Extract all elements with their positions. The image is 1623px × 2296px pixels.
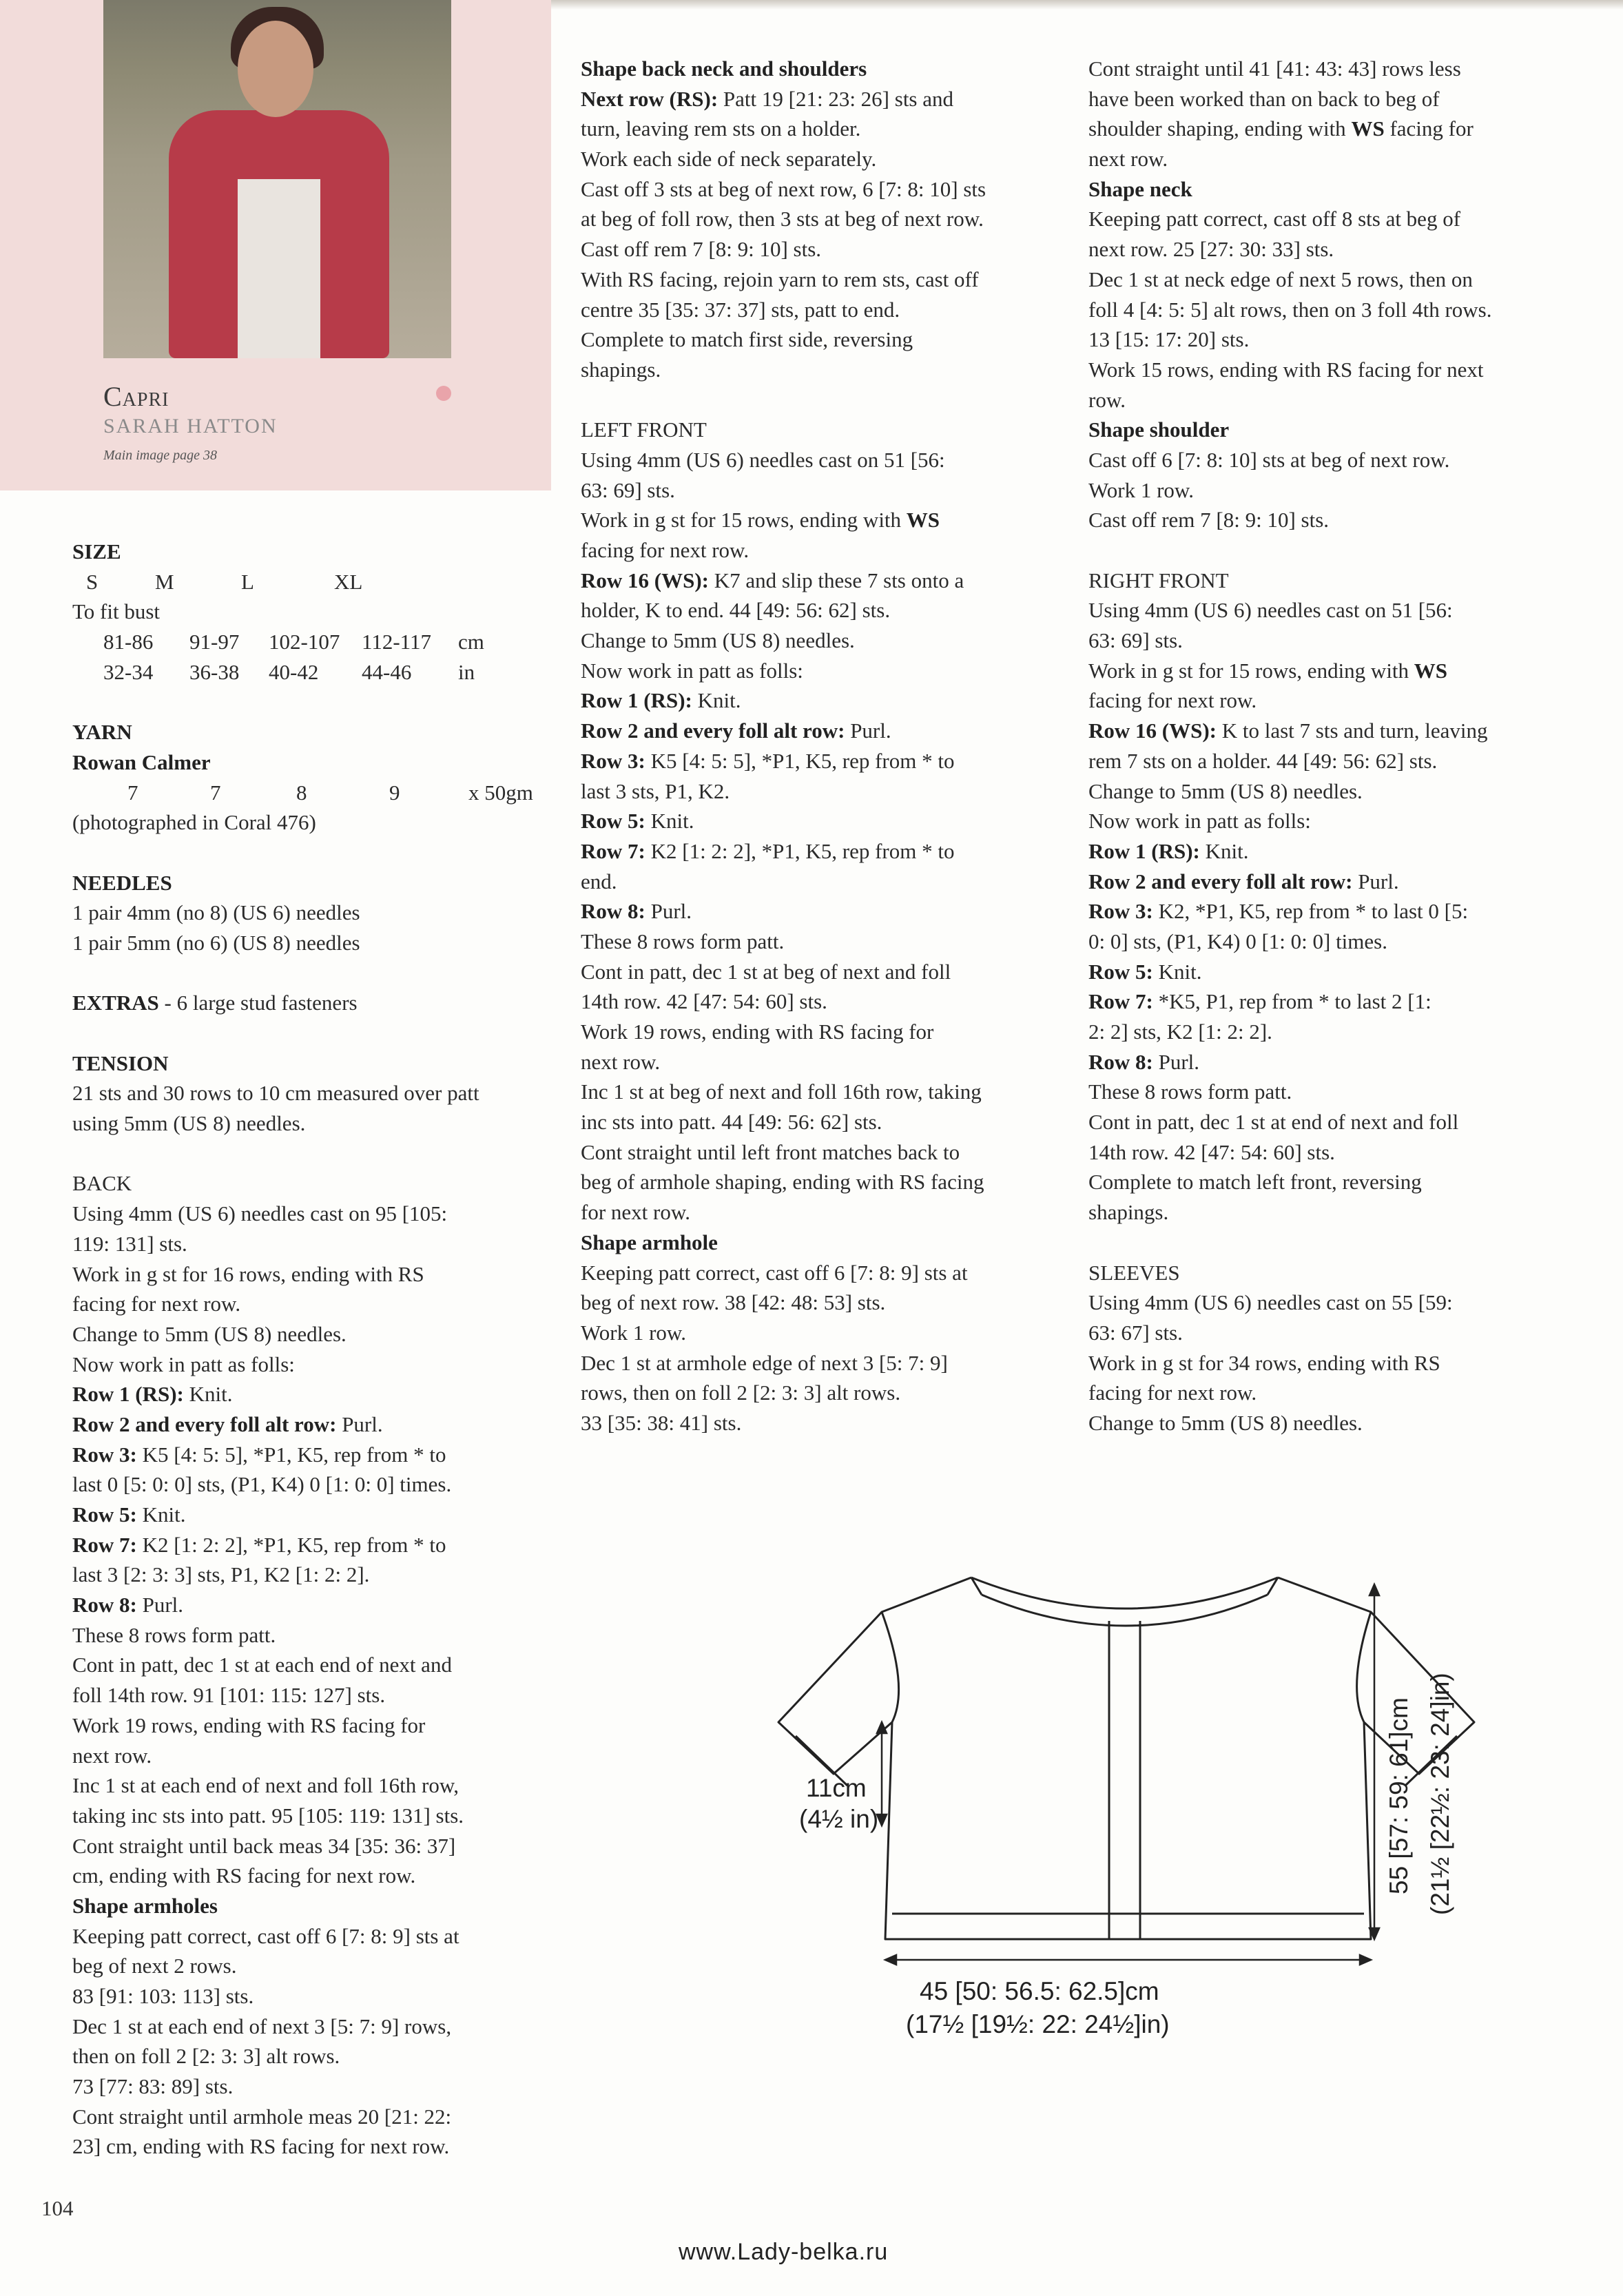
cm-s: 81-86 [103, 630, 154, 654]
row-label: Row 8: [72, 1593, 137, 1617]
model-photo [103, 0, 451, 358]
ws-label: WS [1414, 658, 1448, 683]
shape-armhole-heading: Shape armhole [581, 1230, 718, 1254]
back-line: Using 4mm (US 6) needles cast on 95 [105: [72, 1201, 448, 1226]
shape-neck-heading: Shape neck [1088, 176, 1192, 201]
row-label: Row 5: [72, 1502, 137, 1527]
text-line: 63: 69] sts. [1088, 628, 1183, 653]
rf-row-2 [1088, 867, 1584, 897]
rf-row-3-cont: 0: 0] sts, (P1, K4) 0 [1: 0: 0] times. [1088, 929, 1387, 953]
text-line: Dec 1 st at neck edge of next 5 rows, then on [1088, 267, 1473, 291]
row-label: Row 3: [581, 748, 645, 773]
pattern-author: SARAH HATTON [103, 415, 278, 437]
width-in-label: (17½ [19½: 22: 24½]in) [906, 2010, 1170, 2038]
row-text: Knit. [136, 1502, 186, 1527]
back-line: Change to 5mm (US 8) needles. [72, 1321, 347, 1346]
back-row-3-cont: last 0 [5: 0: 0] sts, (P1, K4) 0 [1: 0: 0] times. [72, 1472, 452, 1497]
text-line: Change to 5mm (US 8) needles. [581, 628, 855, 653]
left-front-heading: LEFT FRONT [581, 417, 707, 442]
next-row [581, 84, 1063, 114]
rf-row-7 [1088, 986, 1584, 1017]
row-text: K to last 7 sts and turn, leaving [1217, 718, 1488, 743]
text-line: next row. 25 [27: 30: 33] sts. [1088, 237, 1334, 262]
text-line: at beg of foll row, then 3 sts at beg of next row. [581, 207, 984, 231]
text-line: facing for next row. [1088, 1380, 1257, 1405]
text-line: These 8 rows form patt. [581, 929, 785, 953]
rf-row-7-cont: 2: 2] sts, K2 [1: 2: 2]. [1088, 1020, 1272, 1044]
text-line: 63: 67] sts. [1088, 1320, 1183, 1345]
rf-row-5 [1088, 957, 1584, 987]
text-line: Using 4mm (US 6) needles cast on 51 [56: [1088, 598, 1453, 623]
text-line: Cast off rem 7 [8: 9: 10] sts. [581, 237, 822, 262]
armholes-line: Keeping patt correct, cast off 6 [7: 8: 9] sts at [72, 1923, 459, 1948]
yarn-unit: x 50gm [468, 780, 533, 805]
head-shape [238, 21, 313, 117]
back-line: Cont straight until back meas 34 [35: 36: 37] [72, 1833, 456, 1858]
row-label: Row 5: [581, 809, 645, 834]
right-front-heading: RIGHT FRONT [1088, 568, 1229, 592]
back-line: Work 19 rows, ending with RS facing for [72, 1713, 426, 1737]
size-m: M [155, 569, 174, 594]
yarn-l: 8 [296, 780, 307, 805]
text-line: 13 [15: 17: 20] sts. [1088, 327, 1250, 352]
text-line: 14th row. 42 [47: 54: 60] sts. [1088, 1139, 1335, 1164]
row-label: Row 3: [1088, 899, 1153, 924]
in-xl: 44-46 [362, 659, 412, 684]
text-line: Cast off rem 7 [8: 9: 10] sts. [1088, 508, 1330, 532]
gst-text: Work in g st for 15 rows, ending with [1088, 658, 1414, 683]
ws-label: WS [906, 508, 940, 532]
back-row-7-cont: last 3 [2: 3: 3] sts, P1, K2 [1: 2: 2]. [72, 1562, 370, 1587]
back-row-5 [72, 1500, 568, 1530]
row-text: K2 [1: 2: 2], *P1, K5, rep from * to [645, 838, 955, 863]
text-line: rem 7 sts on a holder. 44 [49: 56: 62] sts. [1088, 748, 1438, 773]
text-line: Work 15 rows, ending with RS facing for next [1088, 357, 1484, 382]
text-line: have been worked than on back to beg of [1088, 86, 1440, 111]
row-text: K7 and slip these 7 sts onto a [709, 568, 964, 592]
text-line: next row. [1088, 147, 1168, 172]
shirt-shape [238, 179, 320, 358]
yarn-amount-row [72, 778, 568, 808]
row-16 [1088, 716, 1584, 746]
text-line: rows, then on foll 2 [2: 3: 3] alt rows. [581, 1380, 901, 1405]
text-line: Inc 1 st at beg of next and foll 16th row, taking [581, 1079, 982, 1104]
shape-shoulder-heading: Shape shoulder [1088, 417, 1230, 442]
text-line: Cont straight until 41 [41: 43: 43] rows less [1088, 56, 1461, 81]
row-text: Purl. [645, 899, 692, 924]
text-line: 63: 69] sts. [581, 477, 675, 502]
row-text: K5 [4: 5: 5], *P1, K5, rep from * to [645, 748, 955, 773]
sleeves-heading: SLEEVES [1088, 1260, 1180, 1285]
text-line: beg of armhole shaping, ending with RS facing [581, 1170, 984, 1194]
in-m: 36-38 [189, 659, 240, 684]
length-cm-label: 55 [57: 59: 61]cm [1385, 1697, 1413, 1894]
text-line: Cont straight until left front matches back to [581, 1139, 960, 1164]
row-label: Row 1 (RS): [1088, 838, 1200, 863]
text-line: foll 4 [4: 5: 5] alt rows, then on 3 foll 4th rows. [1088, 297, 1492, 322]
armholes-line: beg of next 2 rows. [72, 1954, 237, 1978]
text-line: Work each side of neck separately. [581, 147, 877, 172]
row-text: Patt 19 [21: 23: 26] sts and [718, 86, 954, 111]
text-line: inc sts into patt. 44 [49: 56: 62] sts. [581, 1110, 882, 1135]
column-2 [581, 54, 1063, 1438]
gst-line [1088, 656, 1584, 686]
lf-row-3 [581, 746, 1063, 776]
size-l: L [241, 569, 254, 594]
text-line: Complete to match left front, reversing [1088, 1170, 1422, 1194]
row-text: Knit. [1199, 838, 1249, 863]
armholes-line: 23] cm, ending with RS facing for next row. [72, 2134, 450, 2159]
armholes-line: 83 [91: 103: 113] sts. [72, 1984, 254, 2008]
tension-line-1: 21 sts and 30 rows to 10 cm measured over patt [72, 1081, 479, 1106]
back-line: facing for next row. [72, 1292, 241, 1316]
image-reference: Main image page 38 [103, 448, 217, 463]
text-line: Change to 5mm (US 8) needles. [1088, 1410, 1363, 1435]
cm-unit: cm [458, 630, 484, 654]
size-in-row [72, 657, 568, 687]
in-s: 32-34 [103, 659, 154, 684]
row-label: Row 5: [1088, 959, 1153, 984]
photo-panel [0, 0, 551, 490]
row-label: Row 3: [72, 1442, 137, 1467]
rf-row-1 [1088, 836, 1584, 867]
text-line: Cast off 3 sts at beg of next row, 6 [7: 8: 10] sts [581, 176, 986, 201]
row-label: Row 2 and every foll alt row: [72, 1411, 337, 1436]
gst-line-2: facing for next row. [581, 538, 750, 562]
tension-heading: TENSION [72, 1051, 169, 1075]
back-row-7 [72, 1530, 568, 1560]
lf-row-8 [581, 896, 1063, 927]
tension-line-2: using 5mm (US 8) needles. [72, 1111, 306, 1136]
lf-row-1 [581, 685, 1063, 716]
garment-schematic [723, 1564, 1495, 2073]
lf-row-2 [581, 716, 1063, 746]
text-line: Cast off 6 [7: 8: 10] sts at beg of next row. [1088, 447, 1450, 472]
armholes-line: 73 [77: 83: 89] sts. [72, 2074, 234, 2099]
needles-line-1: 1 pair 4mm (no 8) (US 6) needles [72, 900, 360, 925]
text-line: turn, leaving rem sts on a holder. [581, 116, 861, 141]
ws-line [1088, 114, 1584, 144]
back-row-2 [72, 1409, 568, 1440]
in-l: 40-42 [269, 659, 319, 684]
row-text: Purl. [336, 1411, 383, 1436]
lf-row-7-cont: end. [581, 869, 617, 893]
row-text: Knit. [1152, 959, 1202, 984]
row-text: Purl. [1152, 1049, 1200, 1074]
extras-text: - 6 large stud fasteners [158, 991, 358, 1015]
pink-dot-icon [436, 386, 451, 401]
yarn-name: Rowan Calmer [72, 749, 211, 774]
row-text: K2 [1: 2: 2], *P1, K5, rep from * to [136, 1532, 446, 1557]
back-line: These 8 rows form patt. [72, 1622, 276, 1647]
text-line: Work 19 rows, ending with RS facing for [581, 1020, 934, 1044]
back-line: 119: 131] sts. [72, 1231, 187, 1256]
back-row-1 [72, 1379, 568, 1409]
row-text: K5 [4: 5: 5], *P1, K5, rep from * to [136, 1442, 446, 1467]
text-line: With RS facing, rejoin yarn to rem sts, cast off [581, 267, 979, 291]
text-line: Work 1 row. [1088, 477, 1195, 502]
back-line: Cont in patt, dec 1 st at each end of next and [72, 1653, 452, 1677]
back-line: next row. [72, 1743, 152, 1768]
row-label: Row 7: [72, 1532, 137, 1557]
text-line: for next row. [581, 1200, 690, 1225]
size-heading: SIZE [72, 539, 121, 563]
text-line: Using 4mm (US 6) needles cast on 55 [59: [1088, 1290, 1453, 1315]
cm-l: 102-107 [269, 630, 340, 654]
row-label: Row 1 (RS): [581, 688, 692, 713]
yarn-photographed: (photographed in Coral 476) [72, 810, 316, 835]
text-line: 33 [35: 38: 41] sts. [581, 1410, 742, 1435]
text-line: Now work in patt as folls: [1088, 809, 1311, 834]
row-text: Purl. [136, 1593, 184, 1617]
row-label: Next row (RS): [581, 86, 719, 111]
column-1 [72, 537, 568, 2162]
shape-back-neck-heading: Shape back neck and shoulders [581, 56, 867, 81]
back-line: Work in g st for 16 rows, ending with RS [72, 1261, 424, 1286]
row-text: Purl. [845, 718, 891, 743]
text-line: Cont in patt, dec 1 st at beg of next and foll [581, 959, 951, 984]
lf-row-3-cont: last 3 sts, P1, K2. [581, 778, 730, 803]
back-line: cm, ending with RS facing for next row. [72, 1863, 416, 1888]
back-line: foll 14th row. 91 [101: 115: 127] sts. [72, 1683, 386, 1708]
text-line: Work 1 row. [581, 1320, 687, 1345]
cm-m: 91-97 [189, 630, 240, 654]
row-label: Row 16 (WS): [581, 568, 709, 592]
size-cm-row [72, 627, 568, 657]
text-line: shapings. [581, 357, 661, 382]
gst-line-2: facing for next row. [1088, 688, 1257, 713]
back-heading: BACK [72, 1171, 132, 1196]
back-line: Now work in patt as folls: [72, 1352, 295, 1376]
lf-row-7 [581, 836, 1063, 867]
back-row-8 [72, 1590, 568, 1620]
armholes-line: then on foll 2 [2: 3: 3] alt rows. [72, 2044, 340, 2069]
text-line: beg of next row. 38 [42: 48: 53] sts. [581, 1290, 886, 1315]
text-line: Keeping patt correct, cast off 8 sts at beg of [1088, 207, 1461, 231]
text-line: These 8 rows form patt. [1088, 1079, 1292, 1104]
column-3 [1088, 54, 1584, 1438]
row-label: Row 8: [581, 899, 645, 924]
text-line: Dec 1 st at armhole edge of next 3 [5: 7: 9] [581, 1350, 948, 1375]
rf-row-8 [1088, 1047, 1584, 1077]
yarn-heading: YARN [72, 720, 132, 745]
text-line: next row. [581, 1049, 661, 1074]
row-text: *K5, P1, rep from * to last 2 [1: [1152, 989, 1431, 1014]
to-fit-bust: To fit bust [72, 599, 160, 624]
text-line: 14th row. 42 [47: 54: 60] sts. [581, 989, 827, 1014]
row-label: Row 8: [1088, 1049, 1153, 1074]
back-line: Inc 1 st at each end of next and foll 16th row, [72, 1773, 459, 1798]
row-label: Row 2 and every foll alt row: [1088, 869, 1353, 893]
back-line: taking inc sts into patt. 95 [105: 119: 131] sts. [72, 1803, 464, 1828]
length-in-label: (21½ [22½: 23: 24]in) [1426, 1673, 1454, 1915]
yarn-s: 7 [127, 780, 138, 805]
page-number: 104 [41, 2196, 74, 2220]
cm-xl: 112-117 [362, 630, 432, 654]
text-line: Cont in patt, dec 1 st at end of next and foll [1088, 1110, 1459, 1135]
row-label: Row 1 (RS): [72, 1382, 184, 1407]
row-text: Knit. [183, 1382, 233, 1407]
yarn-m: 7 [210, 780, 221, 805]
needles-line-2: 1 pair 5mm (no 6) (US 8) needles [72, 930, 360, 955]
gst-line [581, 505, 1063, 535]
back-row-3 [72, 1440, 568, 1470]
ws-text: shoulder shaping, ending with [1088, 116, 1352, 141]
ws-text-2: facing for [1384, 116, 1474, 141]
width-cm-label: 45 [50: 56.5: 62.5]cm [920, 1977, 1159, 2005]
row-label: Row 7: [581, 838, 645, 863]
row-text: Knit. [692, 688, 741, 713]
row-label: Row 16 (WS): [1088, 718, 1217, 743]
lf-row-5 [581, 806, 1063, 836]
size-labels-row [72, 567, 568, 597]
armhole-cm-label: 11cm [806, 1774, 867, 1802]
needles-heading: NEEDLES [72, 870, 172, 895]
text-line: centre 35 [35: 37: 37] sts, patt to end. [581, 297, 900, 322]
rf-row-3 [1088, 896, 1584, 927]
text-line: Complete to match first side, reversing [581, 327, 913, 352]
armholes-line: Cont straight until armhole meas 20 [21: 22: [72, 2104, 452, 2129]
ws-label: WS [1351, 116, 1385, 141]
extras-line [72, 988, 568, 1018]
extras-heading: EXTRAS [72, 991, 159, 1015]
text-line: Using 4mm (US 6) needles cast on 51 [56: [581, 447, 945, 472]
row-text: Purl. [1352, 869, 1399, 893]
text-line: row. [1088, 387, 1126, 412]
armhole-in-label: (4½ in) [799, 1805, 879, 1833]
yarn-xl: 9 [389, 780, 400, 805]
site-watermark: www.Lady-belka.ru [679, 2239, 889, 2265]
row-16 [581, 566, 1063, 596]
text-line: Work in g st for 34 rows, ending with RS [1088, 1350, 1440, 1375]
row-label: Row 7: [1088, 989, 1153, 1014]
row-label: Row 2 and every foll alt row: [581, 718, 845, 743]
text-line: Keeping patt correct, cast off 6 [7: 8: 9] sts at [581, 1260, 968, 1285]
size-xl: XL [334, 569, 363, 594]
armholes-line: Dec 1 st at each end of next 3 [5: 7: 9] rows, [72, 2014, 452, 2038]
row-text: K2, *P1, K5, rep from * to last 0 [5: [1152, 899, 1469, 924]
text-line: Change to 5mm (US 8) needles. [1088, 778, 1363, 803]
text-line: holder, K to end. 44 [49: 56: 62] sts. [581, 598, 891, 623]
size-s: S [86, 569, 99, 594]
text-line: Now work in patt as folls: [581, 658, 803, 683]
gst-text: Work in g st for 15 rows, ending with [581, 508, 907, 532]
shape-armholes-heading: Shape armholes [72, 1893, 218, 1918]
in-unit: in [458, 659, 475, 684]
row-text: Knit. [645, 809, 694, 834]
text-line: shapings. [1088, 1200, 1169, 1225]
pattern-title: Capri [103, 381, 169, 412]
